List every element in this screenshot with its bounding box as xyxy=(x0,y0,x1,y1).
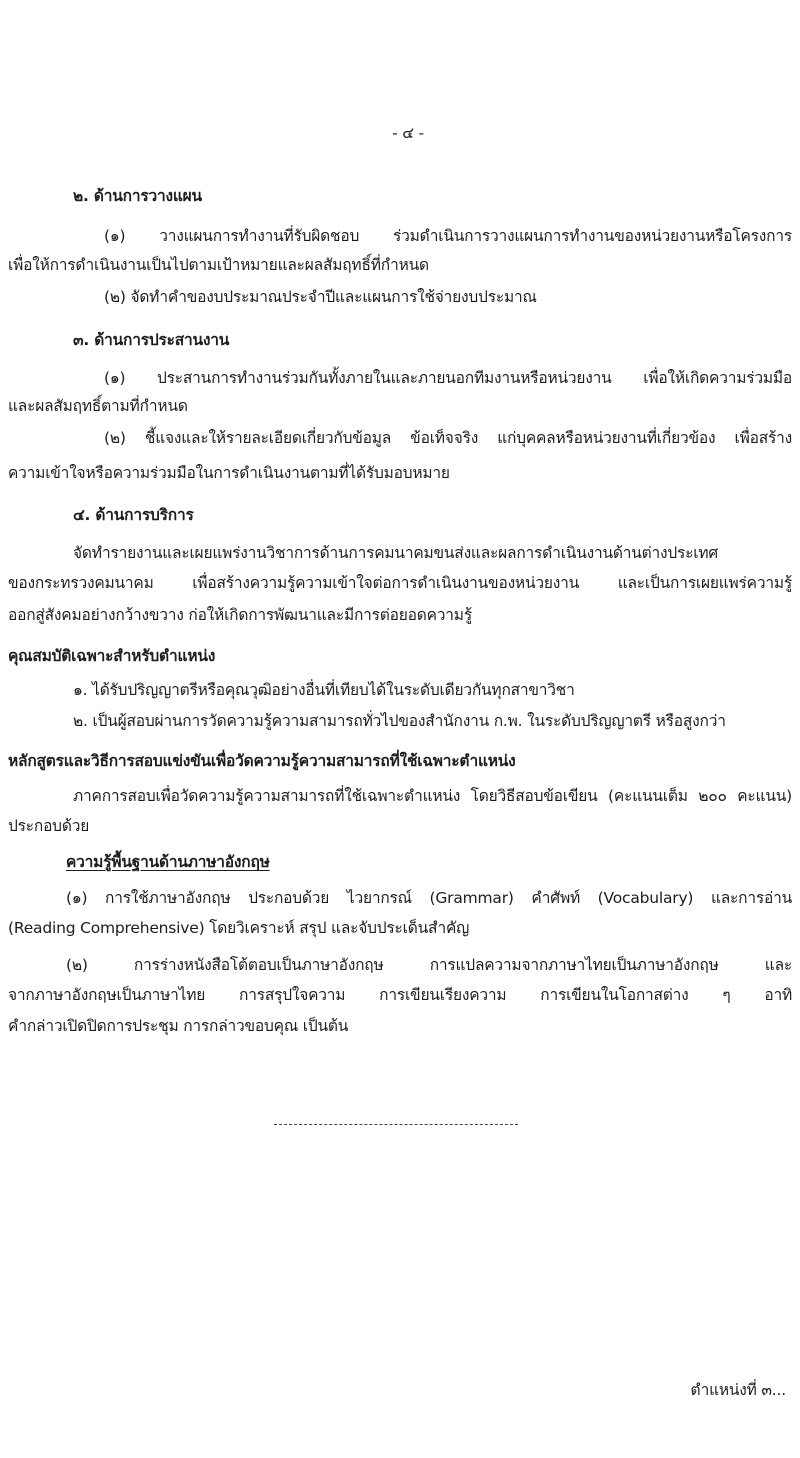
section-heading-exam: หลักสูตรและวิธีการสอบแข่งขันเพื่อวัดความรู้ความสามารถที่ใช้เฉพาะตำแหน่ง xyxy=(8,752,516,770)
end-divider xyxy=(274,1124,518,1125)
paragraph-line: และผลสัมฤทธิ์ตามที่กำหนด xyxy=(8,397,188,415)
section-heading-service: ๔. ด้านการบริการ xyxy=(73,506,194,524)
paragraph-line: (๑) การใช้ภาษาอังกฤษ ประกอบด้วย ไวยากรณ์ (Grammar) คำศัพท์ (Vocabulary) และการอ่าน xyxy=(66,889,792,907)
section-heading-qualifications: คุณสมบัติเฉพาะสำหรับตำแหน่ง xyxy=(8,647,216,665)
paragraph-line: (๒) ชี้แจงและให้รายละเอียดเกี่ยวกับข้อมูล ข้อเท็จจริง แก่บุคคลหรือหน่วยงานที่เกี่ยวข้อง เพื่อสร้าง xyxy=(104,429,792,447)
subheading-english: ความรู้พื้นฐานด้านภาษาอังกฤษ xyxy=(66,853,270,871)
paragraph-line: เพื่อให้การดำเนินงานเป็นไปตามเป้าหมายและผลสัมฤทธิ์ที่กำหนด xyxy=(8,256,429,274)
list-item: ๑. ได้รับปริญญาตรีหรือคุณวุฒิอย่างอื่นที่เทียบได้ในระดับเดียวกันทุกสาขาวิชา xyxy=(73,681,575,699)
paragraph-line: (๑) วางแผนการทำงานที่รับผิดชอบ ร่วมดำเนินการวางแผนการทำงานของหน่วยงานหรือโครงการ xyxy=(104,227,792,245)
continuation-note: ตำแหน่งที่ ๓... xyxy=(690,1381,786,1399)
paragraph-line: จัดทำรายงานและเผยแพร่งานวิชาการด้านการคมนาคมขนส่งและผลการดำเนินงานด้านต่างประเทศ xyxy=(73,544,719,562)
section-heading-planning: ๒. ด้านการวางแผน xyxy=(73,187,202,205)
paragraph-line: ประกอบด้วย xyxy=(8,817,90,835)
paragraph-line: (Reading Comprehensive) โดยวิเคราะห์ สรุป และจับประเด็นสำคัญ xyxy=(8,919,470,937)
section-heading-coordination: ๓. ด้านการประสานงาน xyxy=(73,331,230,349)
paragraph-line: ของกระทรวงคมนาคม เพื่อสร้างความรู้ความเข้าใจต่อการดำเนินงานของหน่วยงาน และเป็นการเผยแพร่ความรู้ xyxy=(8,574,792,592)
paragraph-line: ออกสู่สังคมอย่างกว้างขวาง ก่อให้เกิดการพัฒนาและมีการต่อยอดความรู้ xyxy=(8,606,472,624)
paragraph-line: (๑) ประสานการทำงานร่วมกันทั้งภายในและภายนอกทีมงานหรือหน่วยงาน เพื่อให้เกิดความร่วมมือ xyxy=(104,369,792,387)
paragraph-line: ภาคการสอบเพื่อวัดความรู้ความสามารถที่ใช้เฉพาะตำแหน่ง โดยวิธีสอบข้อเขียน (คะแนนเต็ม ๒๐๐ คะแนน) xyxy=(73,787,792,805)
page-number: - ๔ - xyxy=(392,124,424,142)
paragraph-line: จากภาษาอังกฤษเป็นภาษาไทย การสรุปใจความ การเขียนเรียงความ การเขียนในโอกาสต่าง ๆ อาทิ xyxy=(8,986,792,1004)
paragraph-line: (๒) จัดทำคำของบประมาณประจำปีและแผนการใช้จ่ายงบประมาณ xyxy=(104,288,537,306)
paragraph-line: ความเข้าใจหรือความร่วมมือในการดำเนินงานตามที่ได้รับมอบหมาย xyxy=(8,464,450,482)
paragraph-line: (๒) การร่างหนังสือโต้ตอบเป็นภาษาอังกฤษ การแปลความจากภาษาไทยเป็นภาษาอังกฤษ และ xyxy=(66,956,792,974)
paragraph-line: คำกล่าวเปิดปิดการประชุม การกล่าวขอบคุณ เป็นต้น xyxy=(8,1017,349,1035)
list-item: ๒. เป็นผู้สอบผ่านการวัดความรู้ความสามารถทั่วไปของสำนักงาน ก.พ. ในระดับปริญญาตรี หรือสูงกว่า xyxy=(73,712,726,730)
